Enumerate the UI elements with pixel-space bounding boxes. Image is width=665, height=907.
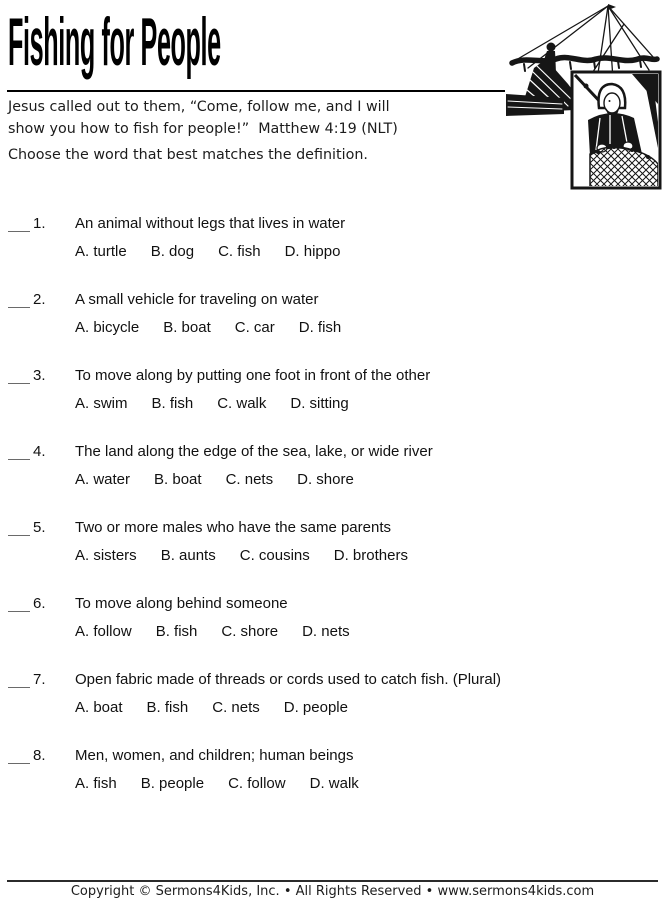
question-body xyxy=(75,438,658,494)
choice-option: C. nets xyxy=(225,471,274,488)
choice-option: D. shore xyxy=(297,471,354,488)
question-definition: A small vehicle for traveling on water xyxy=(75,291,319,308)
choice-option: C. cousins xyxy=(239,547,310,564)
choice-option: C. nets xyxy=(212,699,260,716)
question-item xyxy=(8,590,658,646)
choice-option: A. swim xyxy=(75,395,128,412)
question-list xyxy=(8,210,658,818)
choice-row xyxy=(75,618,658,646)
choice-row xyxy=(75,770,658,798)
footer-divider xyxy=(7,880,658,882)
choice-option: B. fish xyxy=(146,699,189,716)
choice-option: C. follow xyxy=(228,775,286,792)
choice-option: D. hippo xyxy=(284,243,341,260)
question-number: 5. xyxy=(33,519,46,536)
answer-blank xyxy=(8,611,30,612)
question-definition: An animal without legs that lives in water xyxy=(75,215,346,232)
question-number: 2. xyxy=(33,291,46,308)
question-body xyxy=(75,742,658,798)
choice-option: A. water xyxy=(75,471,131,488)
choice-option: A. fish xyxy=(75,775,117,792)
choice-option: D. sitting xyxy=(290,395,349,412)
choice-option: A. bicycle xyxy=(75,319,140,336)
question-item xyxy=(8,286,658,342)
choice-option: B. boat xyxy=(154,471,202,488)
page-title: Fishing for People xyxy=(8,4,221,80)
fishing-illustration xyxy=(506,2,662,190)
question-number: 6. xyxy=(33,595,46,612)
choice-option: B. boat xyxy=(163,319,211,336)
question-body xyxy=(75,590,658,646)
question-body xyxy=(75,286,658,342)
choice-option: A. follow xyxy=(75,623,132,640)
scripture-verse xyxy=(8,96,398,140)
verse-line-2: show you how to fish for people!” Matthew 4:19 (NLT) xyxy=(8,121,398,137)
choice-option: D. fish xyxy=(298,319,342,336)
answer-blank xyxy=(8,763,30,764)
title-divider xyxy=(7,90,505,92)
choice-row xyxy=(75,542,658,570)
question-body xyxy=(75,362,658,418)
choice-row xyxy=(75,466,658,494)
choice-option: A. sisters xyxy=(75,547,137,564)
answer-blank xyxy=(8,307,30,308)
choice-option: B. aunts xyxy=(160,547,216,564)
question-definition: To move along by putting one foot in front of the other xyxy=(75,367,431,384)
choice-option: B. dog xyxy=(150,243,195,260)
choice-row xyxy=(75,314,658,342)
question-item xyxy=(8,210,658,266)
question-item xyxy=(8,742,658,798)
answer-blank xyxy=(8,231,30,232)
copyright-text: Copyright © Sermons4Kids, Inc. • All Rights Reserved • www.sermons4kids.com xyxy=(70,884,595,899)
choice-option: B. people xyxy=(140,775,205,792)
verse-line-1: Jesus called out to them, “Come, follow me, and I will xyxy=(8,99,390,115)
choice-row xyxy=(75,390,658,418)
question-definition: Open fabric made of threads or cords used to catch fish. (Plural) xyxy=(75,671,502,688)
question-definition: To move along behind someone xyxy=(75,595,288,612)
choice-option: D. brothers xyxy=(333,547,408,564)
question-body xyxy=(75,514,658,570)
question-definition: The land along the edge of the sea, lake, or wide river xyxy=(75,443,433,460)
pennant xyxy=(608,4,616,10)
choice-option: C. car xyxy=(234,319,275,336)
question-number: 8. xyxy=(33,747,46,764)
fisherman-inset xyxy=(572,72,660,188)
choice-option: C. fish xyxy=(218,243,261,260)
question-number: 7. xyxy=(33,671,46,688)
choice-option: A. boat xyxy=(75,699,123,716)
question-item xyxy=(8,666,658,722)
question-item xyxy=(8,362,658,418)
choice-option: C. walk xyxy=(217,395,267,412)
choice-option: D. people xyxy=(283,699,348,716)
choice-row xyxy=(75,694,658,722)
choice-option: C. shore xyxy=(221,623,279,640)
answer-blank xyxy=(8,383,30,384)
question-number: 4. xyxy=(33,443,46,460)
choice-row xyxy=(75,238,658,266)
answer-blank xyxy=(8,535,30,536)
question-body xyxy=(75,666,658,722)
question-item xyxy=(8,514,658,570)
choice-option: B. fish xyxy=(151,395,194,412)
answer-blank xyxy=(8,687,30,688)
question-item xyxy=(8,438,658,494)
choice-option: A. turtle xyxy=(75,243,127,260)
choice-option: B. fish xyxy=(155,623,198,640)
furled-sail xyxy=(512,58,657,63)
answer-blank xyxy=(8,459,30,460)
question-definition: Men, women, and children; human beings xyxy=(75,747,354,764)
question-number: 1. xyxy=(33,215,46,232)
question-definition: Two or more males who have the same parents xyxy=(75,519,391,536)
choice-option: D. nets xyxy=(302,623,350,640)
choice-option: D. walk xyxy=(309,775,359,792)
instruction-text: Choose the word that best matches the definition. xyxy=(8,147,368,163)
question-body xyxy=(75,210,658,266)
question-number: 3. xyxy=(33,367,46,384)
